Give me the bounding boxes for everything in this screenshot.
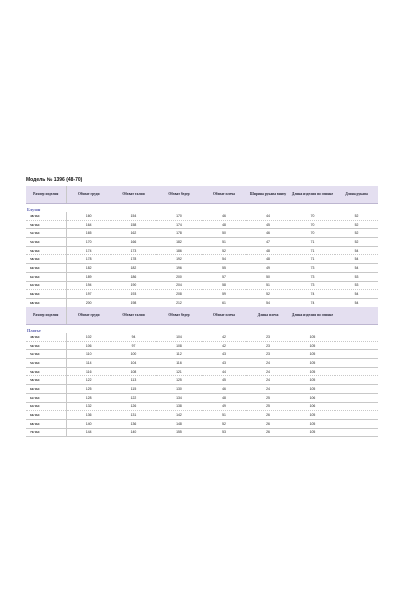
table-cell: 71: [290, 238, 335, 247]
dress-table-row: [26, 419, 378, 428]
dress-table-row: [26, 428, 378, 437]
table-cell: 165: [66, 229, 111, 238]
table-cell: 105: [290, 341, 335, 350]
table-cell: 55: [202, 264, 246, 273]
table-cell: 113: [111, 376, 156, 385]
table-cell: 154: [111, 212, 156, 220]
table-cell: 52: [335, 220, 378, 229]
size-cell: 64/164: [26, 281, 66, 290]
table-cell: 136: [111, 419, 156, 428]
table-cell: 108: [111, 367, 156, 376]
table-cell: 174: [66, 246, 111, 255]
table-cell: 54: [246, 298, 290, 307]
table-cell: 140: [66, 419, 111, 428]
size-cell: 50/164: [26, 341, 66, 350]
header-hips: Обхват бедер: [156, 307, 202, 325]
table-cell: 122: [111, 393, 156, 402]
table-cell: 46: [246, 229, 290, 238]
table-cell: 106: [66, 341, 111, 350]
header-shoulder-length: Длина плеча: [246, 307, 290, 325]
dress-table-row: [26, 385, 378, 394]
header-hips: Обхват бедер: [156, 186, 202, 204]
table-cell: [335, 333, 378, 341]
table-cell: 148: [156, 419, 202, 428]
table-cell: 52: [202, 246, 246, 255]
table-cell: 114: [66, 359, 111, 368]
table-cell: 24: [246, 376, 290, 385]
table-cell: 128: [66, 393, 111, 402]
table-cell: 164: [66, 220, 111, 229]
table-cell: 140: [111, 428, 156, 437]
blouse-size-table: [26, 186, 378, 316]
table-cell: 104: [111, 359, 156, 368]
blouse-table-row: [26, 298, 378, 307]
blouse-table-row: [26, 264, 378, 273]
table-cell: 26: [246, 419, 290, 428]
table-cell: 193: [111, 290, 156, 299]
size-cell: 60/164: [26, 264, 66, 273]
blouse-table-row: [26, 212, 378, 220]
table-cell: 178: [66, 255, 111, 264]
model-title: Модель № 1396 (48-70): [26, 177, 83, 183]
size-cell: 48/164: [26, 333, 66, 341]
blouse-table-row: [26, 255, 378, 264]
blouse-section-row: [26, 204, 378, 213]
table-cell: 102: [66, 333, 111, 341]
table-cell: [335, 376, 378, 385]
table-cell: 112: [156, 350, 202, 359]
table-cell: 182: [66, 264, 111, 273]
table-cell: 45: [246, 220, 290, 229]
table-cell: 122: [66, 376, 111, 385]
size-cell: 68/164: [26, 419, 66, 428]
table-cell: 23: [246, 350, 290, 359]
table-cell: 52: [246, 290, 290, 299]
header-chest: Обхват груди: [66, 307, 111, 325]
table-cell: 59: [202, 290, 246, 299]
table-cell: 134: [156, 393, 202, 402]
table-cell: 208: [156, 290, 202, 299]
table-cell: 200: [156, 272, 202, 281]
table-cell: 48: [202, 393, 246, 402]
table-cell: 52: [202, 419, 246, 428]
table-cell: 108: [156, 341, 202, 350]
table-cell: 57: [202, 272, 246, 281]
table-cell: 73: [290, 264, 335, 273]
header-back-length: Длина изделия по спинке: [290, 186, 335, 204]
table-cell: 198: [111, 298, 156, 307]
size-cell: 52/164: [26, 229, 66, 238]
table-cell: 174: [156, 220, 202, 229]
table-cell: 73: [290, 281, 335, 290]
table-cell: 51: [202, 411, 246, 420]
table-cell: 70: [290, 229, 335, 238]
table-cell: 54: [202, 255, 246, 264]
table-cell: 155: [156, 428, 202, 437]
size-cell: 68/164: [26, 298, 66, 307]
header-size: Размер изделия: [26, 307, 66, 325]
dress-size-table: [26, 307, 378, 437]
table-cell: 52: [335, 229, 378, 238]
table-cell: 104: [156, 333, 202, 341]
dress-table-row: [26, 341, 378, 350]
table-cell: 26: [246, 428, 290, 437]
table-cell: 170: [156, 212, 202, 220]
header-sleeve-length: Длина рукава: [335, 186, 378, 204]
table-cell: 178: [156, 229, 202, 238]
dress-table-row: [26, 402, 378, 411]
table-cell: 110: [66, 350, 111, 359]
table-cell: 182: [111, 264, 156, 273]
table-cell: 48: [246, 255, 290, 264]
table-cell: [335, 359, 378, 368]
dress-table-row: [26, 359, 378, 368]
table-cell: 48: [202, 220, 246, 229]
table-cell: 50: [246, 272, 290, 281]
table-cell: 196: [156, 264, 202, 273]
header-waist: Обхват талии: [111, 307, 156, 325]
table-cell: 44: [246, 212, 290, 220]
size-cell: 66/164: [26, 290, 66, 299]
size-cell: 62/164: [26, 393, 66, 402]
size-cell: 54/164: [26, 238, 66, 247]
table-cell: 49: [202, 402, 246, 411]
table-cell: 71: [290, 246, 335, 255]
dress-table-row: [26, 333, 378, 341]
size-cell: 58/164: [26, 255, 66, 264]
table-cell: 105: [290, 359, 335, 368]
table-cell: 43: [202, 359, 246, 368]
table-cell: 25: [246, 393, 290, 402]
blouse-table-row: [26, 238, 378, 247]
header-chest: Обхват груди: [66, 186, 111, 204]
table-cell: 212: [156, 298, 202, 307]
size-cell: 54/164: [26, 359, 66, 368]
table-cell: [335, 419, 378, 428]
table-cell: 194: [66, 281, 111, 290]
table-cell: 25: [246, 402, 290, 411]
table-cell: 116: [156, 359, 202, 368]
table-cell: 106: [290, 393, 335, 402]
blouse-table-row: [26, 281, 378, 290]
table-cell: 192: [156, 255, 202, 264]
table-cell: 186: [111, 272, 156, 281]
table-cell: 130: [156, 385, 202, 394]
table-cell: 121: [156, 367, 202, 376]
table-cell: 43: [202, 350, 246, 359]
dress-table-row: [26, 350, 378, 359]
table-cell: 24: [246, 367, 290, 376]
table-cell: 158: [111, 220, 156, 229]
table-cell: 105: [290, 419, 335, 428]
table-cell: 105: [290, 367, 335, 376]
blouse-table-row: [26, 246, 378, 255]
table-cell: 105: [290, 333, 335, 341]
table-cell: 106: [290, 402, 335, 411]
table-cell: 105: [290, 350, 335, 359]
table-cell: 100: [111, 350, 156, 359]
table-cell: 94: [111, 333, 156, 341]
dress-section-label: Платье: [27, 328, 41, 333]
table-cell: [335, 341, 378, 350]
table-cell: 46: [202, 212, 246, 220]
table-cell: 160: [66, 212, 111, 220]
size-cell: 56/164: [26, 367, 66, 376]
table-cell: 144: [66, 428, 111, 437]
blouse-section-label: Блузон: [27, 207, 41, 212]
table-cell: 47: [246, 238, 290, 247]
table-cell: 74: [290, 298, 335, 307]
table-cell: 105: [290, 376, 335, 385]
dress-section-row: [26, 325, 378, 334]
blouse-table-row: [26, 229, 378, 238]
blouse-table-row: [26, 220, 378, 229]
table-cell: 51: [246, 281, 290, 290]
table-cell: 125: [156, 376, 202, 385]
table-cell: 125: [66, 385, 111, 394]
table-cell: 73: [290, 272, 335, 281]
table-cell: 53: [335, 272, 378, 281]
table-cell: 71: [290, 255, 335, 264]
size-cell: 58/164: [26, 376, 66, 385]
table-cell: 58: [202, 281, 246, 290]
table-cell: [335, 428, 378, 437]
size-cell: 50/164: [26, 220, 66, 229]
table-cell: 204: [156, 281, 202, 290]
table-cell: [335, 393, 378, 402]
table-cell: 126: [111, 402, 156, 411]
size-cell: 62/164: [26, 272, 66, 281]
table-cell: 53: [335, 281, 378, 290]
table-cell: 97: [111, 341, 156, 350]
table-cell: [335, 367, 378, 376]
table-cell: 197: [66, 290, 111, 299]
dress-header-row: [26, 307, 378, 325]
table-cell: 190: [111, 281, 156, 290]
table-cell: 178: [111, 255, 156, 264]
size-cell: 70/164: [26, 428, 66, 437]
table-cell: 186: [156, 246, 202, 255]
table-cell: [335, 402, 378, 411]
dress-table-row: [26, 393, 378, 402]
table-cell: 173: [111, 246, 156, 255]
size-cell: 56/164: [26, 246, 66, 255]
header-sleeve-width: Ширина рукава внизу: [246, 186, 290, 204]
table-cell: 49: [246, 264, 290, 273]
table-cell: 116: [66, 367, 111, 376]
table-cell: 46: [202, 385, 246, 394]
dress-table-row: [26, 367, 378, 376]
table-cell: 115: [111, 385, 156, 394]
table-cell: 24: [246, 359, 290, 368]
table-cell: 52: [335, 238, 378, 247]
table-cell: 54: [335, 255, 378, 264]
size-cell: 52/164: [26, 350, 66, 359]
table-cell: [335, 350, 378, 359]
table-cell: 42: [202, 333, 246, 341]
table-cell: 54: [335, 298, 378, 307]
blouse-header-row: [26, 186, 378, 204]
table-cell: 53: [202, 428, 246, 437]
table-cell: 51: [202, 238, 246, 247]
table-cell: 42: [202, 341, 246, 350]
table-cell: 166: [111, 238, 156, 247]
size-cell: 60/164: [26, 385, 66, 394]
dress-table-row: [26, 411, 378, 420]
table-cell: 182: [156, 238, 202, 247]
header-size: Размер изделия: [26, 186, 66, 204]
table-cell: 54: [335, 246, 378, 255]
blouse-table-row: [26, 272, 378, 281]
table-cell: 48: [246, 246, 290, 255]
table-cell: 105: [290, 428, 335, 437]
size-cell: 48/164: [26, 212, 66, 220]
table-cell: 44: [202, 367, 246, 376]
table-cell: 105: [290, 385, 335, 394]
table-cell: 170: [66, 238, 111, 247]
table-cell: 61: [202, 298, 246, 307]
header-empty: [335, 307, 378, 325]
table-cell: 136: [66, 411, 111, 420]
size-cell: 64/164: [26, 402, 66, 411]
table-cell: 50: [202, 229, 246, 238]
table-cell: 200: [66, 298, 111, 307]
blouse-table-row: [26, 290, 378, 299]
table-cell: 131: [111, 411, 156, 420]
header-waist: Обхват талии: [111, 186, 156, 204]
table-cell: 26: [246, 411, 290, 420]
table-cell: 70: [290, 212, 335, 220]
header-shoulder-girth: Обхват плеча: [202, 307, 246, 325]
table-cell: 138: [156, 402, 202, 411]
table-cell: 74: [290, 290, 335, 299]
table-cell: 24: [246, 385, 290, 394]
table-cell: 142: [156, 411, 202, 420]
size-cell: 66/164: [26, 411, 66, 420]
table-cell: 189: [66, 272, 111, 281]
table-cell: 70: [290, 220, 335, 229]
table-cell: [335, 411, 378, 420]
table-cell: 52: [335, 212, 378, 220]
table-cell: 54: [335, 290, 378, 299]
table-cell: 23: [246, 341, 290, 350]
header-shoulder-girth: Обхват плеча: [202, 186, 246, 204]
table-cell: 23: [246, 333, 290, 341]
table-cell: 105: [290, 411, 335, 420]
table-cell: 54: [335, 264, 378, 273]
dress-table-row: [26, 376, 378, 385]
header-back-length: Длина изделия по спинке: [290, 307, 335, 325]
table-cell: 45: [202, 376, 246, 385]
table-cell: 162: [111, 229, 156, 238]
table-cell: 132: [66, 402, 111, 411]
table-cell: [335, 385, 378, 394]
